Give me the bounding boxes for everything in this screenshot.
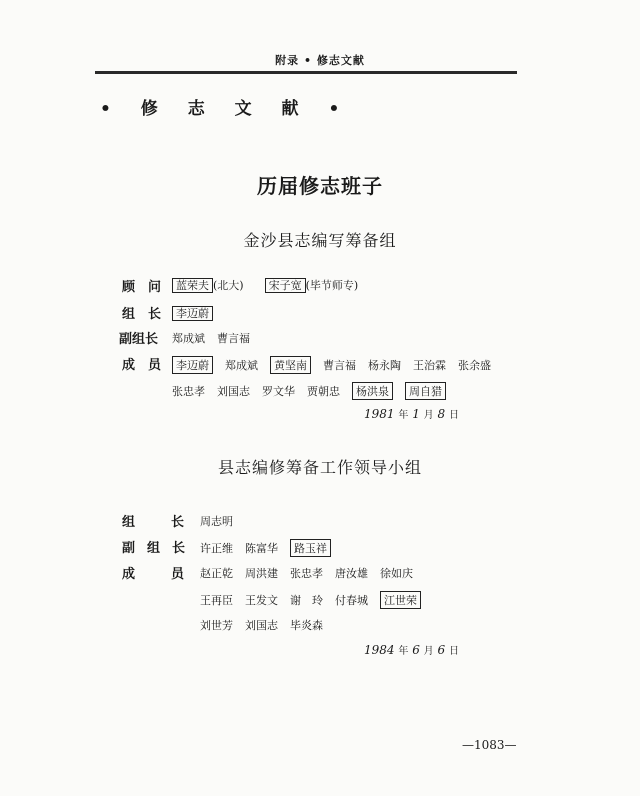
g1-member: 周自猎: [405, 382, 446, 400]
page-number: —1083—: [462, 738, 517, 752]
g1-member: 李迈蔚: [172, 356, 213, 374]
g2-member: 周洪建: [245, 567, 278, 580]
g1-deputy: 郑成斌: [172, 332, 205, 345]
g2-deputy: 许正维: [200, 542, 233, 555]
g2-members-row2: [200, 591, 421, 609]
g2-member: 付春城: [335, 594, 368, 607]
g2-deputy: 路玉祥: [290, 539, 331, 557]
g2-member-label: 成 员: [122, 567, 185, 582]
g2-member: 刘世芳: [200, 619, 233, 632]
g1-advisors: [172, 277, 358, 293]
g1-member: 张余盛: [458, 359, 491, 372]
g2-deputies: [200, 539, 331, 557]
g1-advisor-1: 蓝荣夫: [172, 278, 213, 293]
g2-members-row1: [200, 565, 413, 581]
page-title: 历届修志班子: [257, 174, 383, 198]
g2-deputy: 陈富华: [245, 542, 278, 555]
section-label: • 修 志 文 献 •: [100, 99, 352, 119]
g1-member: 杨洪泉: [352, 382, 393, 400]
header-rule: [95, 71, 517, 74]
g1-member: 贾朝忠: [307, 385, 340, 398]
g2-date: 1984 年 6 月 6 日: [364, 643, 459, 657]
g1-advisor-1-note: (北大): [213, 279, 244, 292]
g1-deputies: [172, 330, 250, 346]
g1-advisor-2-note: (毕节师专): [305, 279, 359, 292]
g2-member: 赵正乾: [200, 567, 233, 580]
g1-member-label: 成 员: [122, 358, 162, 373]
g1-member: 黄坚南: [270, 356, 311, 374]
g1-deputy: 曹言福: [217, 332, 250, 345]
g1-member: 刘国志: [217, 385, 250, 398]
g2-member: 王再臣: [200, 594, 233, 607]
g2-leader-label: 组 长: [122, 515, 185, 530]
g1-leader: 李迈蔚: [172, 305, 213, 321]
g1-members-row2: [172, 382, 446, 400]
g1-members-row1: [172, 356, 491, 374]
g1-leader-label: 组 长: [122, 307, 162, 322]
g2-member: 谢 玲: [290, 594, 323, 607]
g1-member: 曹言福: [323, 359, 356, 372]
g1-advisor-2: 宋子宽: [265, 278, 306, 293]
running-header: 附录 • 修志文献: [275, 54, 365, 67]
g2-deputy-label: 副 组 长: [122, 541, 186, 556]
g2-member: 唐汝雄: [335, 567, 368, 580]
g1-date: 1981 年 1 月 8 日: [364, 407, 459, 421]
g1-member: 张忠孝: [172, 385, 205, 398]
g1-member: 杨永陶: [368, 359, 401, 372]
group2-heading: 县志编修筹备工作领导小组: [217, 458, 422, 477]
g2-member: 张忠孝: [290, 567, 323, 580]
g2-leader: 周志明: [200, 515, 233, 528]
g1-deputy-label: 副组长: [119, 332, 159, 347]
g2-member: 江世荣: [380, 591, 421, 609]
g1-member: 郑成斌: [225, 359, 258, 372]
g1-member: 王治霖: [413, 359, 446, 372]
g2-members-row3: [200, 617, 323, 633]
g1-advisor-label: 顾 问: [122, 280, 162, 295]
g2-member: 毕炎森: [290, 619, 323, 632]
g2-member: 王发文: [245, 594, 278, 607]
group1-heading: 金沙县志编写筹备组: [243, 231, 397, 250]
g2-member: 刘国志: [245, 619, 278, 632]
g1-member: 罗文华: [262, 385, 295, 398]
g2-member: 徐如庆: [380, 567, 413, 580]
